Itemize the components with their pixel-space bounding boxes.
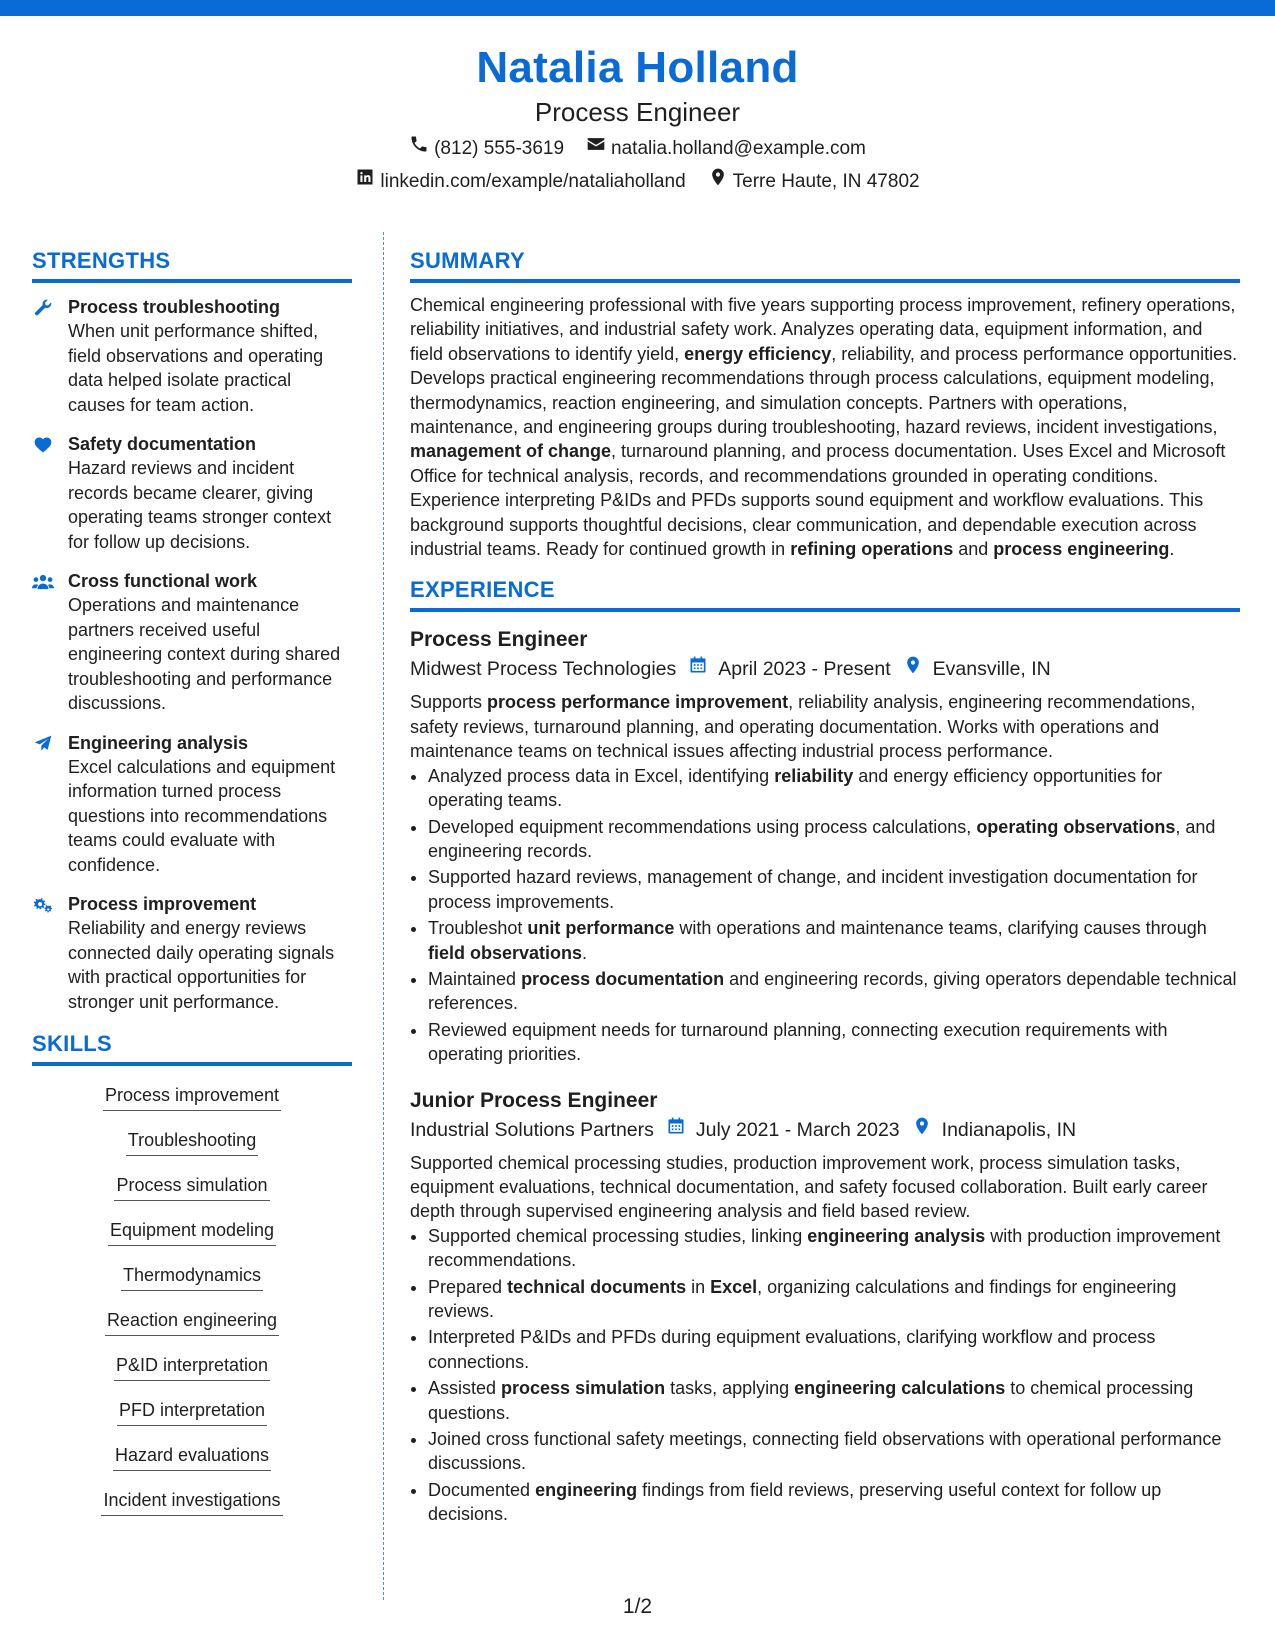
skill-tag: Hazard evaluations <box>113 1442 271 1471</box>
skill-tag: Thermodynamics <box>121 1262 263 1291</box>
text-fragment: , turnaround planning, and process documentation. Uses Excel and Microsoft Office for technical analysis, records, and recommendations grounded in operating conditions. Experience interpreting P&IDs and PFDs supports sound equipment and workflow evaluations. This background supports thoughtful decisions, clear communication, and dependable execution across industrial teams. Ready for continued growth in <box>410 441 1226 560</box>
column-divider <box>383 232 384 1600</box>
bullet-item <box>428 1427 1240 1476</box>
strength-item <box>32 432 352 554</box>
bold-phrase: reliability <box>774 765 854 786</box>
job-entry <box>410 1087 1240 1527</box>
calendar-icon <box>666 1115 686 1145</box>
text-fragment: and energy efficiency opportunities for operating teams. <box>428 765 1163 811</box>
envelope-icon <box>586 134 606 163</box>
linkedin-contact[interactable] <box>355 167 685 196</box>
gears-icon <box>32 892 54 1014</box>
job-dates <box>666 1115 900 1145</box>
summary-heading: SUMMARY <box>410 246 1240 283</box>
dates-text: April 2023 - Present <box>718 658 891 681</box>
job-meta <box>410 654 1240 684</box>
bullet-item <box>428 916 1240 965</box>
summary-text <box>410 293 1240 561</box>
skill-row <box>32 1397 352 1442</box>
bold-phrase: engineering calculations <box>794 1378 1006 1399</box>
strength-item <box>32 731 352 878</box>
bold-phrase: engineering analysis <box>807 1225 986 1246</box>
job-title: Process Engineer <box>410 628 588 652</box>
map-pin-icon <box>708 167 728 196</box>
left-column <box>32 246 352 1532</box>
location-text: Terre Haute, IN 47802 <box>732 170 920 192</box>
contact-row-1 <box>0 134 1275 163</box>
skill-row <box>32 1082 352 1127</box>
bold-phrase: operating observations <box>976 816 1176 837</box>
skill-tag: Equipment modeling <box>108 1217 276 1246</box>
text-fragment: Supported chemical processing studies, production improvement work, process simulation tasks, equipment evaluations, technical documentation, and safety focused collaboration. Built early career depth through supervised engineering analysis and field based review. <box>410 1152 1208 1222</box>
job-meta <box>410 1115 1240 1145</box>
strengths-heading: STRENGTHS <box>32 246 352 283</box>
text-fragment: Developed equipment recommendations using process calculations, <box>428 816 977 837</box>
skill-row <box>32 1487 352 1532</box>
text-fragment: Supported hazard reviews, management of change, and incident investigation documentation for process improvements. <box>428 867 1198 912</box>
contact-row-2 <box>0 167 1275 196</box>
text-fragment: Interpreted P&IDs and PFDs during equipment evaluations, clarifying workflow and process connections. <box>428 1327 1156 1372</box>
skill-row <box>32 1262 352 1307</box>
job-bullets <box>410 764 1240 1067</box>
text-fragment: Analyzed process data in Excel, identifying <box>428 765 775 786</box>
skills-list <box>32 1082 352 1532</box>
job-entry <box>410 626 1240 1066</box>
text-fragment: . <box>1169 539 1175 560</box>
skill-row <box>32 1307 352 1352</box>
calendar-icon <box>688 654 708 684</box>
text-fragment: , reliability analysis, engineering recommendations, safety reviews, turnaround planning, and operating documentation. Works with operations and maintenance teams on technical issues affecting industrial process performance. <box>410 692 1196 762</box>
job-description <box>410 690 1240 763</box>
strength-item <box>32 892 352 1014</box>
skill-tag: Reaction engineering <box>105 1307 279 1336</box>
map-pin-icon <box>912 1115 932 1145</box>
company-name: Midwest Process Technologies <box>410 658 677 681</box>
email-text: natalia.holland@example.com <box>611 137 866 159</box>
skill-tag: Incident investigations <box>101 1487 282 1516</box>
top-accent-bar <box>0 0 1275 16</box>
text-fragment: Troubleshot <box>428 918 528 939</box>
text-fragment: and <box>953 539 994 560</box>
text-fragment: findings from field reviews, preserving useful context for follow up decisions. <box>428 1479 1162 1525</box>
right-column <box>410 246 1240 1529</box>
phone-contact[interactable] <box>409 134 564 163</box>
text-fragment: Chemical engineering professional with five years supporting process improvement, refinery operations, reliability initiatives, and industrial safety work. Analyzes operating data, equipment information, and field observations to identify yield, <box>410 295 1236 364</box>
skill-tag: PFD interpretation <box>117 1397 267 1426</box>
job-location <box>912 1115 1076 1145</box>
bold-phrase: process simulation <box>501 1378 666 1399</box>
job-location <box>903 654 1051 684</box>
bold-phrase: process engineering <box>993 539 1170 560</box>
bullet-item <box>428 1478 1240 1527</box>
text-fragment: Assisted <box>428 1378 502 1399</box>
text-fragment: Documented <box>428 1479 536 1500</box>
job-dates <box>688 654 890 684</box>
page-number: 1/2 <box>622 1595 653 1618</box>
linkedin-icon <box>355 167 375 196</box>
text-fragment: tasks, applying <box>665 1378 795 1399</box>
bold-phrase: technical documents <box>507 1276 687 1297</box>
job-title: Junior Process Engineer <box>410 1088 658 1112</box>
text-fragment: . <box>582 942 588 963</box>
bullet-item <box>428 1275 1240 1324</box>
skill-row <box>32 1442 352 1487</box>
text-fragment: Supported chemical processing studies, linking <box>428 1225 808 1246</box>
wrench-icon <box>32 295 54 417</box>
text-fragment: with operations and maintenance teams, clarifying causes through <box>674 918 1207 939</box>
skill-tag: Process improvement <box>103 1082 281 1111</box>
strength-title: Process troubleshooting <box>68 297 281 317</box>
location-text: Indianapolis, IN <box>941 1118 1077 1141</box>
company-name: Industrial Solutions Partners <box>410 1118 654 1141</box>
strength-description: Hazard reviews and incident records became clearer, giving operating teams stronger context for follow up decisions. <box>68 458 332 552</box>
phone-icon <box>409 134 429 163</box>
skill-row <box>32 1352 352 1397</box>
linkedin-text: linkedin.com/example/nataliaholland <box>380 170 686 192</box>
text-fragment: in <box>686 1276 711 1297</box>
bullet-item <box>428 815 1240 864</box>
skill-row <box>32 1172 352 1217</box>
users-icon <box>32 569 54 716</box>
strength-title: Engineering analysis <box>68 732 249 753</box>
strength-title: Safety documentation <box>68 434 257 454</box>
bullet-item <box>428 1325 1240 1374</box>
text-fragment: Prepared <box>428 1276 508 1297</box>
text-fragment: Supports <box>410 692 488 713</box>
skill-tag: P&ID interpretation <box>114 1352 270 1381</box>
text-fragment: , and engineering records. <box>428 816 1216 861</box>
bold-phrase: refining operations <box>790 539 954 560</box>
bold-phrase: field observations <box>428 942 583 963</box>
location-text: Evansville, IN <box>932 658 1051 681</box>
phone-text: (812) 555-3619 <box>434 137 565 159</box>
bold-phrase: Excel <box>710 1276 758 1297</box>
bullet-item <box>428 1018 1240 1067</box>
location-contact <box>708 167 920 196</box>
bold-phrase: management of change <box>410 441 612 462</box>
paper-plane-icon <box>32 731 54 878</box>
candidate-name: Natalia Holland <box>476 43 799 92</box>
bullet-item <box>428 1376 1240 1425</box>
bold-phrase: engineering <box>535 1479 638 1500</box>
strength-description: When unit performance shifted, field observations and operating data helped isolate practical causes for team action. <box>68 321 324 415</box>
bold-phrase: process documentation <box>521 968 725 989</box>
text-fragment: with production improvement recommendations. <box>428 1225 1221 1271</box>
candidate-role: Process Engineer <box>534 97 741 127</box>
heart-icon <box>32 432 54 554</box>
email-contact[interactable] <box>586 134 866 163</box>
strength-description: Excel calculations and equipment information turned process questions into recommendations teams could evaluate with confidence. <box>68 756 336 875</box>
text-fragment: , reliability, and process performance opportunities. Develops practical engineering recommendations through process calculations, equipment modeling, thermodynamics, reaction engineering, and simulation concepts. Partners with operations, maintenance, and engineering groups during troubleshooting, hazard reviews, incident investigations, <box>410 343 1238 438</box>
bold-phrase: process performance improvement <box>487 692 789 713</box>
bullet-item <box>428 967 1240 1016</box>
bold-phrase: unit performance <box>527 918 675 939</box>
text-fragment: Reviewed equipment needs for turnaround planning, connecting execution requirements with operating priorities. <box>428 1019 1168 1065</box>
experience-list <box>410 626 1240 1526</box>
bullet-item <box>428 1224 1240 1273</box>
skill-row <box>32 1217 352 1262</box>
strength-description: Operations and maintenance partners received useful engineering context during shared troubleshooting and performance discussions. <box>68 595 341 713</box>
skills-heading: SKILLS <box>32 1029 352 1066</box>
resume-header <box>0 40 1275 196</box>
experience-heading: EXPERIENCE <box>410 575 1240 612</box>
text-fragment: and engineering records, giving operators dependable technical references. <box>428 968 1237 1014</box>
map-pin-icon <box>903 654 923 684</box>
strength-description: Reliability and energy reviews connected daily operating signals with practical opportunities for stronger unit performance. <box>68 918 335 1012</box>
text-fragment: to chemical processing questions. <box>428 1378 1194 1423</box>
strength-item <box>32 295 352 417</box>
skill-row <box>32 1127 352 1172</box>
bullet-item <box>428 764 1240 813</box>
dates-text: July 2021 - March 2023 <box>695 1118 900 1141</box>
job-bullets <box>410 1224 1240 1527</box>
strength-item <box>32 569 352 716</box>
bold-phrase: energy efficiency <box>684 343 832 364</box>
strength-title: Process improvement <box>68 894 257 914</box>
strength-title: Cross functional work <box>68 571 258 591</box>
bullet-item <box>428 865 1240 914</box>
skill-tag: Troubleshooting <box>126 1127 258 1156</box>
text-fragment: , organizing calculations and findings for engineering reviews. <box>428 1276 1177 1321</box>
strengths-list <box>32 295 352 1014</box>
skill-tag: Process simulation <box>114 1172 269 1201</box>
text-fragment: Maintained <box>428 968 522 989</box>
text-fragment: Joined cross functional safety meetings, connecting field observations with operational performance discussions. <box>428 1429 1222 1474</box>
job-description <box>410 1151 1240 1224</box>
